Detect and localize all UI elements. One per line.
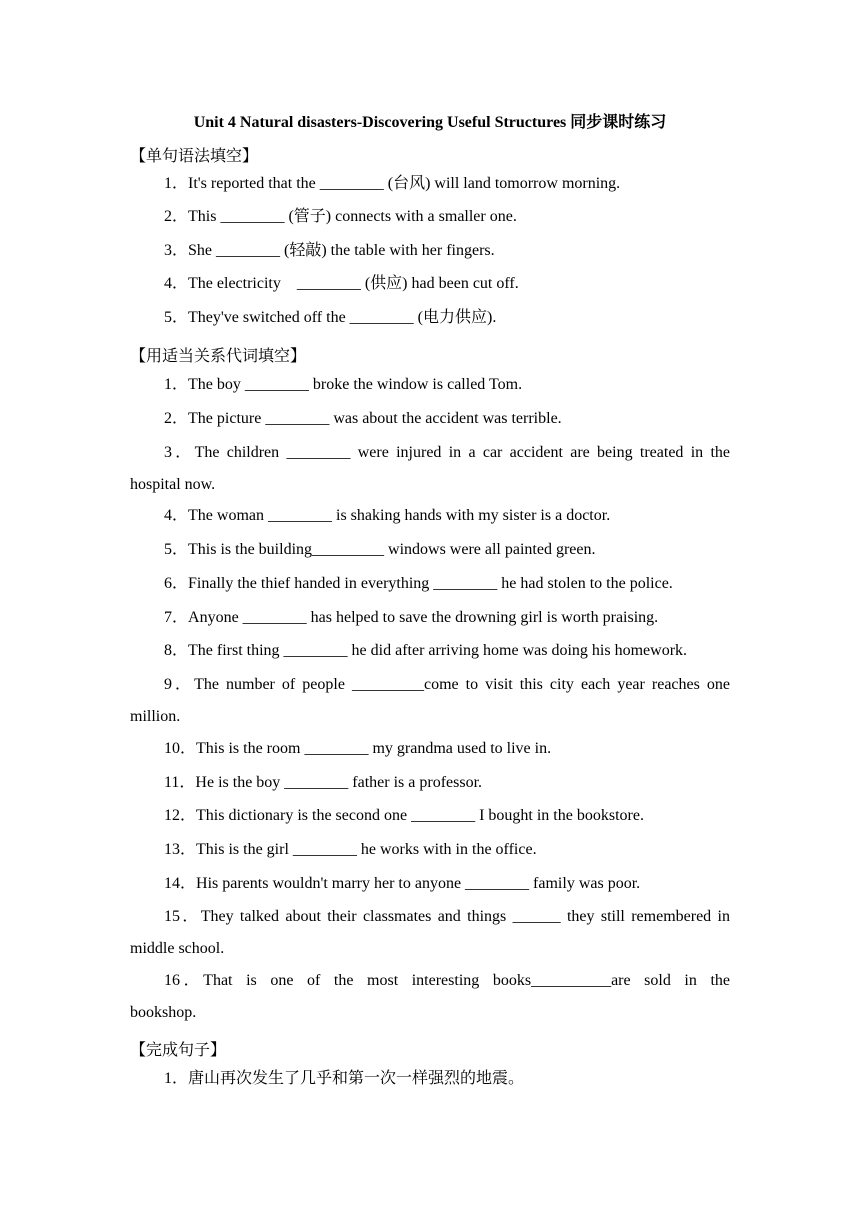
exercise-item (130, 403, 730, 435)
exercise-item (130, 834, 730, 866)
item-number: 15． (164, 908, 201, 925)
item-text: The boy ________ broke the window is called Tom. (188, 376, 523, 393)
item-number: 10． (164, 740, 197, 757)
exercise-item (130, 235, 730, 267)
item-text: The woman ________ is shaking hands with my sister is a doctor. (188, 507, 611, 524)
item-number: 2． (164, 410, 189, 427)
section-heading-relative-pronouns: 【用适当关系代词填空】 (130, 348, 307, 365)
item-text: Finally the thief handed in everything ________ he had stolen to the police. (188, 575, 673, 592)
item-number: 14． (164, 875, 197, 892)
exercise-item (130, 669, 730, 733)
exercise-item (130, 767, 730, 799)
item-text: The first thing ________ he did after arriving home was doing his homework. (188, 642, 688, 659)
item-number: 5． (164, 309, 189, 326)
exercise-item (130, 302, 730, 334)
item-number: 5． (164, 541, 189, 558)
exercise-item (130, 868, 730, 900)
item-number: 4． (164, 275, 189, 292)
exercise-item (130, 268, 730, 300)
item-number: 12． (164, 807, 197, 824)
section-heading-grammar-fill: 【单句语法填空】 (130, 148, 259, 165)
item-number: 8． (164, 642, 189, 659)
item-text: This is the room ________ my grandma used to live in. (196, 740, 552, 757)
item-number: 7． (164, 609, 189, 626)
exercise-item (130, 965, 730, 1029)
item-number: 4． (164, 507, 189, 524)
item-text: She ________ (轻敲) the table with her fingers. (188, 242, 495, 259)
item-number: 1． (164, 376, 189, 393)
item-number: 3． (164, 444, 195, 461)
item-text: 唐山再次发生了几乎和第一次一样强烈的地震。 (188, 1070, 525, 1087)
exercise-item (130, 534, 730, 566)
exercise-item (130, 500, 730, 532)
exercise-item (130, 437, 730, 501)
section-heading-complete-sentences: 【完成句子】 (130, 1042, 227, 1059)
item-number: 1． (164, 175, 189, 192)
exercise-item (130, 1063, 730, 1095)
exercise-item (130, 168, 730, 200)
exercise-item (130, 901, 730, 965)
page-title: Unit 4 Natural disasters-Discovering Useful Structures 同步课时练习 (193, 114, 667, 131)
item-number: 1． (164, 1070, 189, 1087)
item-text: He is the boy ________ father is a professor. (195, 774, 483, 791)
item-text: This is the building_________ windows were all painted green. (188, 541, 596, 558)
item-number: 11． (164, 774, 196, 791)
item-text: They've switched off the ________ (电力供应). (188, 309, 497, 326)
item-number: 9． (164, 676, 195, 693)
item-text: The number of people _________come to visit this city each year reaches one million. (130, 676, 730, 725)
item-text: His parents wouldn't marry her to anyone ________ family was poor. (196, 875, 641, 892)
item-number: 3． (164, 242, 189, 259)
item-text: That is one of the most interesting books__________are sold in the bookshop. (130, 972, 730, 1021)
item-text: The electricity ________ (供应) had been cut off. (188, 275, 519, 292)
item-number: 13． (164, 841, 197, 858)
item-number: 6． (164, 575, 189, 592)
item-number: 16． (164, 972, 204, 989)
item-text: The picture ________ was about the accident was terrible. (188, 410, 562, 427)
exercise-item (130, 635, 730, 667)
exercise-item (130, 568, 730, 600)
exercise-item (130, 733, 730, 765)
item-text: Anyone ________ has helped to save the drowning girl is worth praising. (188, 609, 659, 626)
item-text: The children ________ were injured in a car accident are being treated in the hospital now. (130, 444, 730, 493)
item-number: 2． (164, 208, 189, 225)
exercise-item (130, 800, 730, 832)
item-text: This dictionary is the second one ________ I bought in the bookstore. (196, 807, 644, 824)
exercise-item (130, 602, 730, 634)
item-text: This is the girl ________ he works with in the office. (196, 841, 537, 858)
item-text: They talked about their classmates and things ______ they still remembered in middle school. (130, 908, 730, 957)
item-text: This ________ (管子) connects with a smaller one. (188, 208, 517, 225)
exercise-item (130, 201, 730, 233)
item-text: It's reported that the ________ (台风) will land tomorrow morning. (188, 175, 621, 192)
exercise-item (130, 369, 730, 401)
